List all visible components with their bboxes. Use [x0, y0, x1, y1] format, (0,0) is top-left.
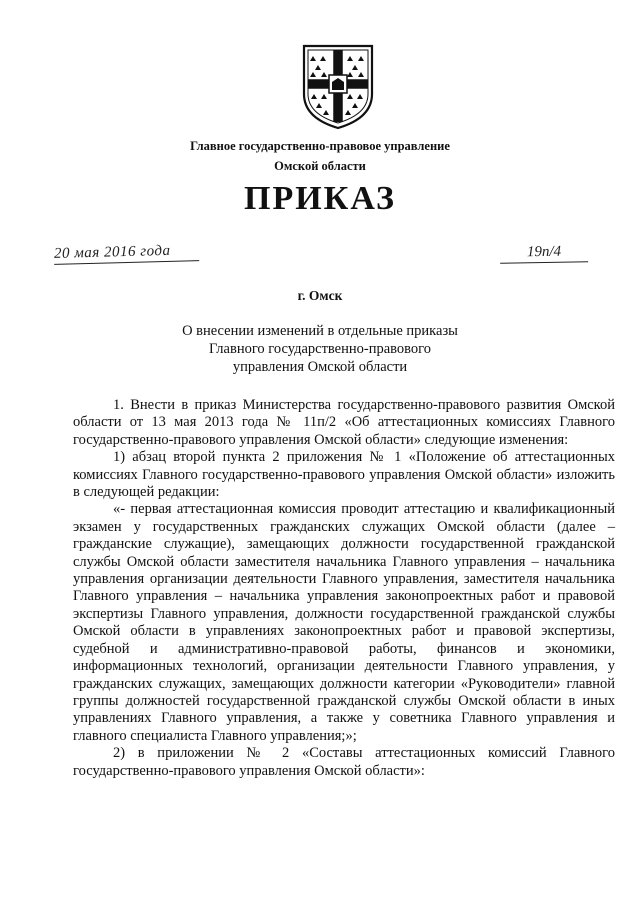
organization-name-line1: Главное государственно-правовое управление	[190, 139, 450, 153]
order-subject	[0, 322, 640, 376]
handwritten-order-number: 19п/4	[500, 243, 588, 264]
coat-of-arms-emblem	[300, 42, 376, 132]
order-subject-line3: управления Омской области	[232, 359, 408, 375]
paragraph-4: 2) в приложении № 2 «Составы аттестационных комиссий Главного государственно-правового управления Омской области»:	[73, 745, 615, 779]
document-body	[73, 397, 615, 780]
paragraph-3: «- первая аттестационная комиссия проводит аттестацию и квалификационный экзамен у государственных гражданских служащих Омской области (далее – гражданские служащие), замещающих должности государственной гражданской службы Омской области заместителя начальника Главного управления – начальника управления организации деятельности Главного управления, заместителя начальника Главного управления – начальника управления законопроектных работ и правовой экспертизы Главного управления, должности государственной гражданской службы Омской области в управлениях законопроектных работ и правовой экспертизы, судебной и административно-правовой работы, финансов и экономики, информационных технологий, организации деятельности Главного управления, у гражданских служащих, замещающих должности категории «Руководители» главной группы должностей государственной гражданской службы Омской области в иных управлениях Главного управления, а также у советника Главного управления и главного специалиста Главного управления;»;	[73, 501, 615, 744]
city-name: г. Омск	[297, 288, 343, 303]
document-title: ПРИКАЗ	[244, 180, 396, 217]
handwritten-date: 20 мая 2016 года	[54, 242, 199, 265]
organization-name-line2: Омской области	[274, 159, 366, 173]
paragraph-1: 1. Внести в приказ Министерства государственно-правового развития Омской области от 13 мая 2013 года № 11п/2 «Об аттестационных комиссиях Главного государственно-правового управления Омской области» следующие изменения:	[73, 397, 615, 448]
organization-name	[0, 136, 640, 176]
order-subject-line2: Главного государственно-правового	[209, 341, 431, 357]
order-subject-line1: О внесении изменений в отдельные приказы	[182, 323, 458, 339]
paragraph-2: 1) абзац второй пункта 2 приложения № 1 «Положение об аттестационных комиссиях Главного государственно-правового управления Омской области» изложить в следующей редакции:	[73, 449, 615, 501]
